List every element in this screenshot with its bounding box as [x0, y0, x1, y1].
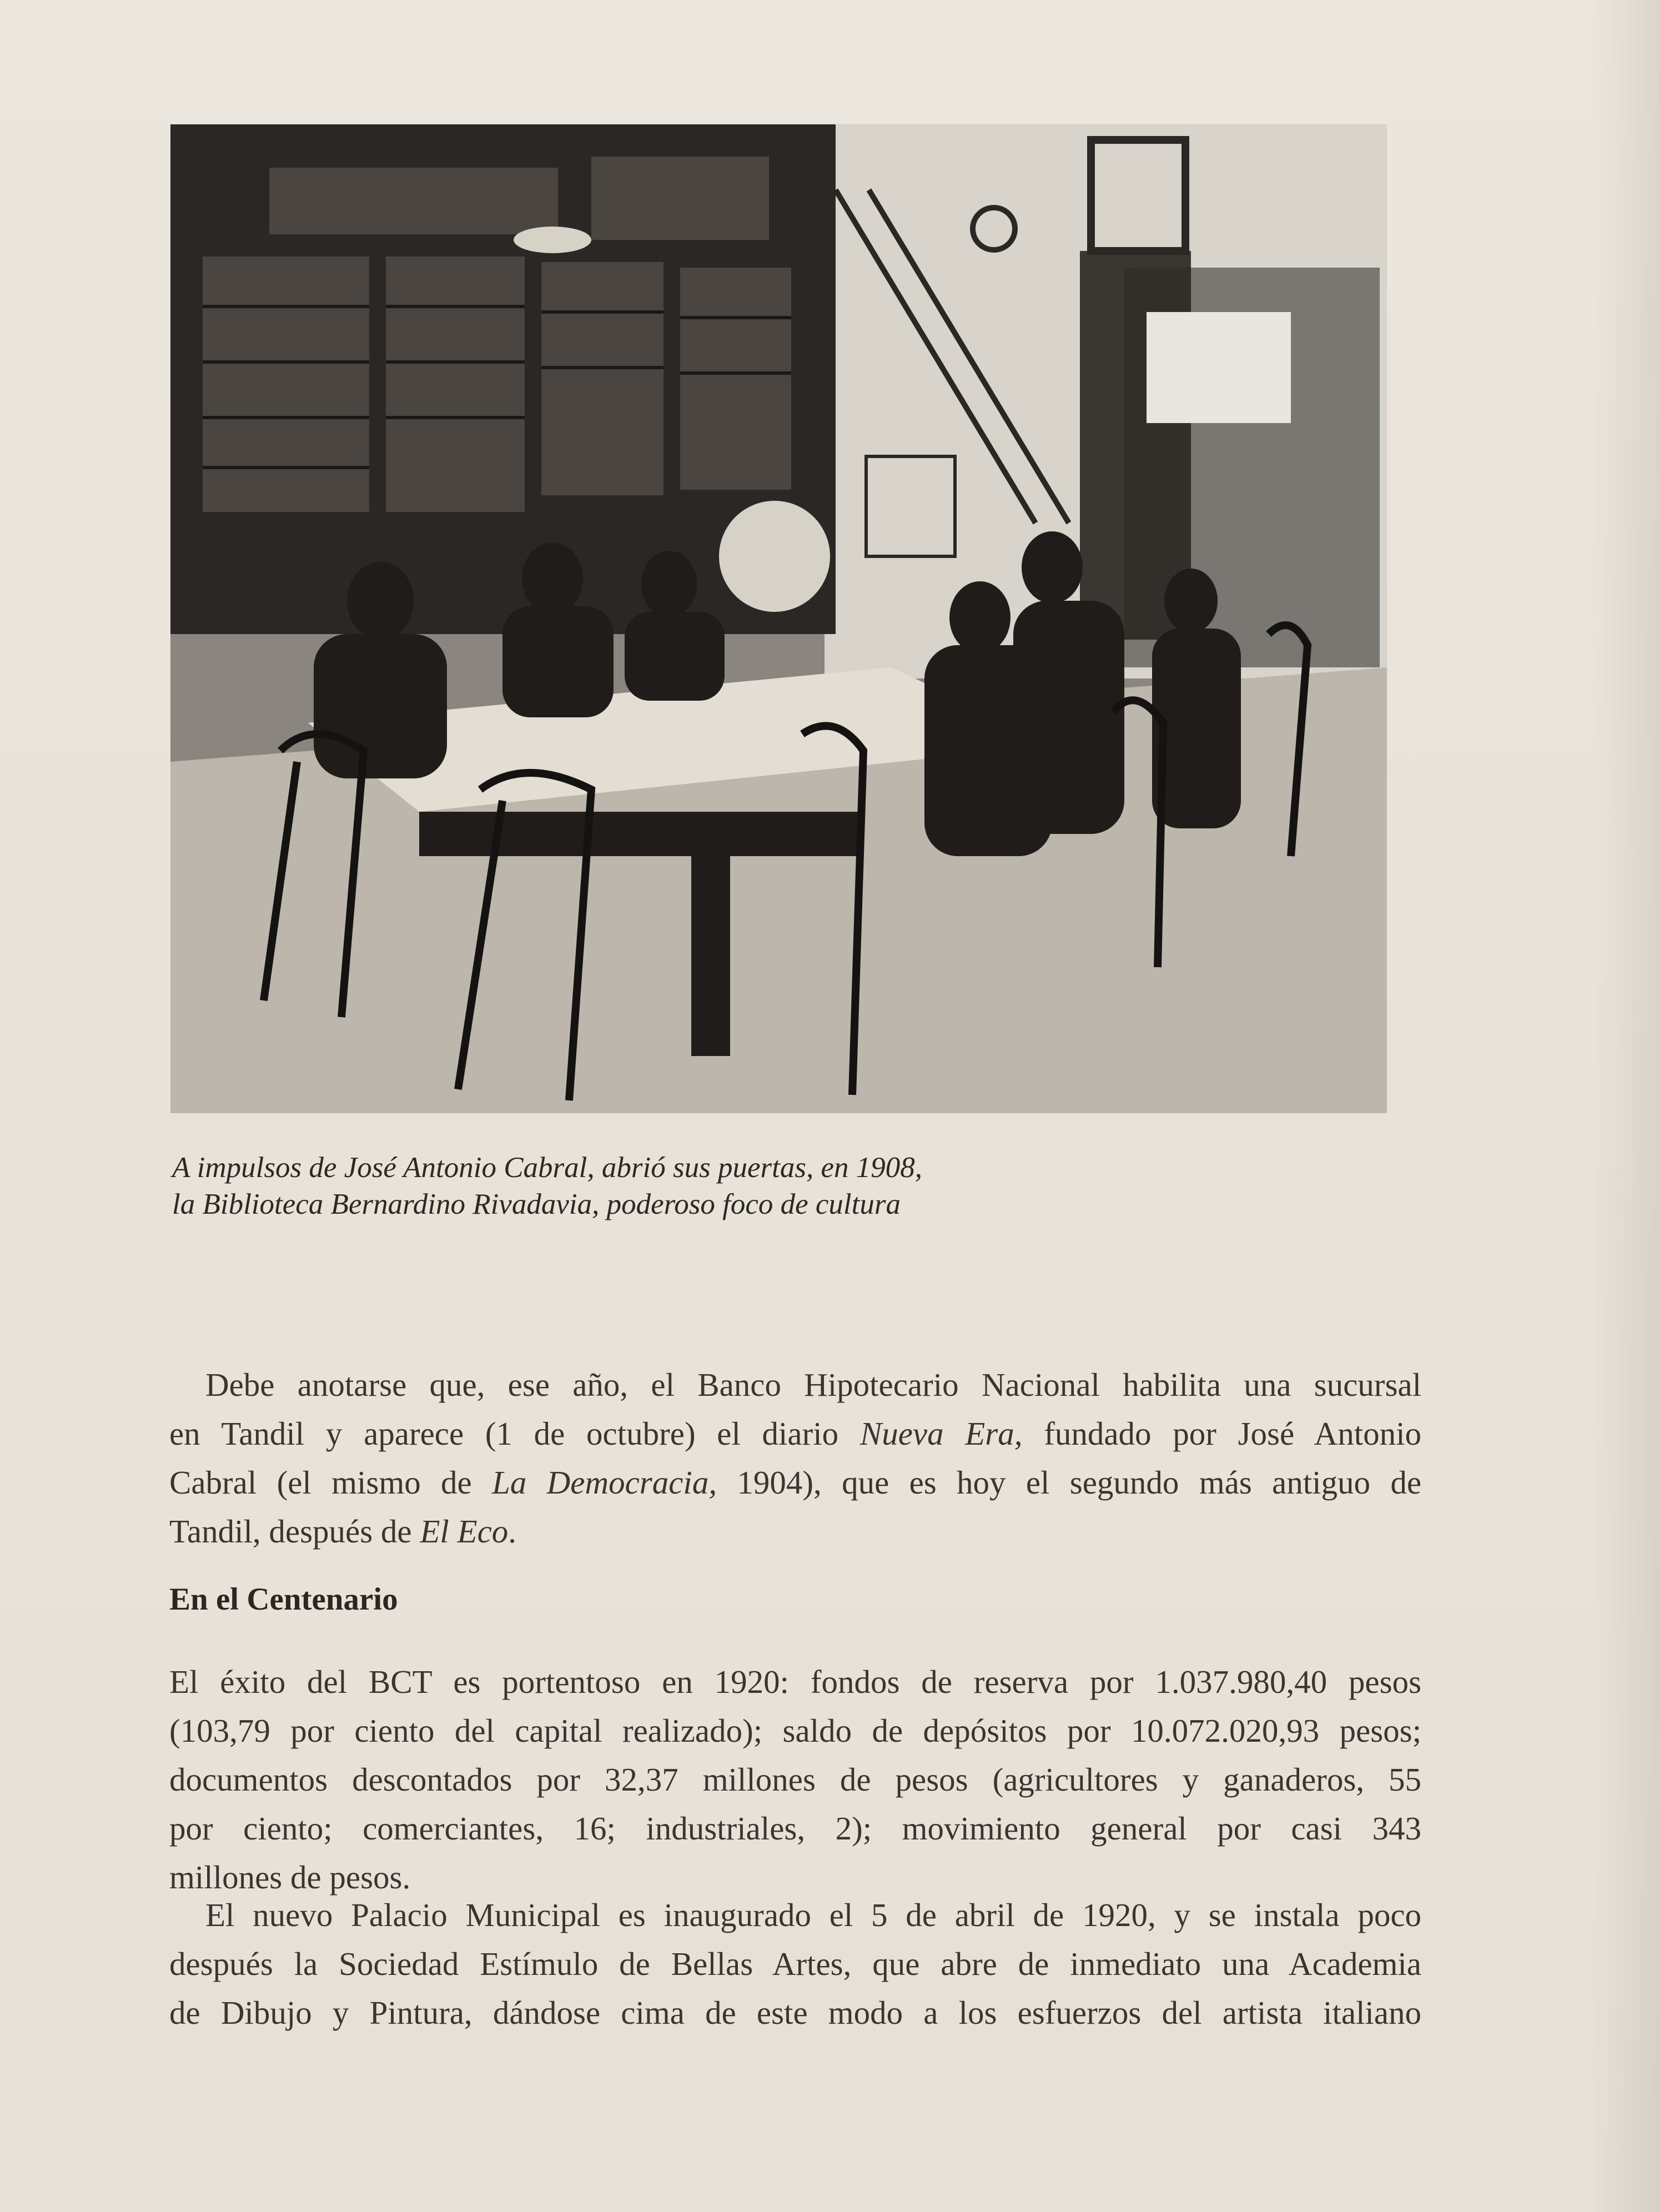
newspaper-title-la-democracia: La Democracia, [492, 1464, 717, 1501]
section-heading: En el Centenario [169, 1582, 398, 1617]
page-edge-shadow [1592, 0, 1659, 2212]
text-span: 1904), que es hoy el segundo más antiguo de [717, 1464, 1422, 1501]
text-line [169, 1458, 1421, 1507]
text-line: millones de pesos. [169, 1859, 411, 1896]
text-line: documentos descontados por 32,37 millones de pesos (agricultores y ganaderos, 55 [169, 1761, 1421, 1798]
text-line: de Dibujo y Pintura, dándose cima de este modo a los esfuerzos del artista italiano [169, 1994, 1421, 2031]
caption-line: la Biblioteca Bernardino Rivadavia, poderoso foco de cultura [172, 1188, 901, 1220]
text-line: (103,79 por ciento del capital realizado); saldo de depósitos por 10.072.020,93 pesos; [169, 1712, 1421, 1749]
text-line: Debe anotarse que, ese año, el Banco Hipotecario Nacional habilita una sucursal [205, 1366, 1421, 1403]
text-line [169, 1409, 1421, 1458]
paragraph-bct [169, 1657, 1421, 1902]
text-span: fundado por José Antonio [1022, 1415, 1421, 1452]
caption-line: A impulsos de José Antonio Cabral, abrió sus puertas, en 1908, [172, 1152, 923, 1184]
text-span: Cabral (el mismo de [169, 1464, 492, 1501]
photo-caption [172, 1149, 1283, 1223]
paragraph-banco-hipotecario [169, 1360, 1421, 1556]
library-photograph [169, 123, 1388, 1114]
text-line: por ciento; comerciantes, 16; industriales, 2); movimiento general por casi 343 [169, 1810, 1421, 1847]
newspaper-title-el-eco: El Eco [420, 1513, 509, 1550]
newspaper-title-nueva-era: Nueva Era, [859, 1415, 1023, 1452]
text-line: El nuevo Palacio Municipal es inaugurado el 5 de abril de 1920, y se instala poco [205, 1897, 1421, 1933]
text-line [169, 1507, 1421, 1556]
paragraph-palacio-municipal [169, 1891, 1421, 2037]
text-line: después la Sociedad Estímulo de Bellas Artes, que abre de inmediato una Academia [169, 1945, 1421, 1982]
text-span: Tandil, después de [169, 1513, 420, 1550]
text-line: El éxito del BCT es portentoso en 1920: fondos de reserva por 1.037.980,40 pesos [169, 1663, 1421, 1700]
text-span: . [508, 1513, 517, 1550]
text-span: en Tandil y aparece (1 de octubre) el diario [169, 1415, 860, 1452]
